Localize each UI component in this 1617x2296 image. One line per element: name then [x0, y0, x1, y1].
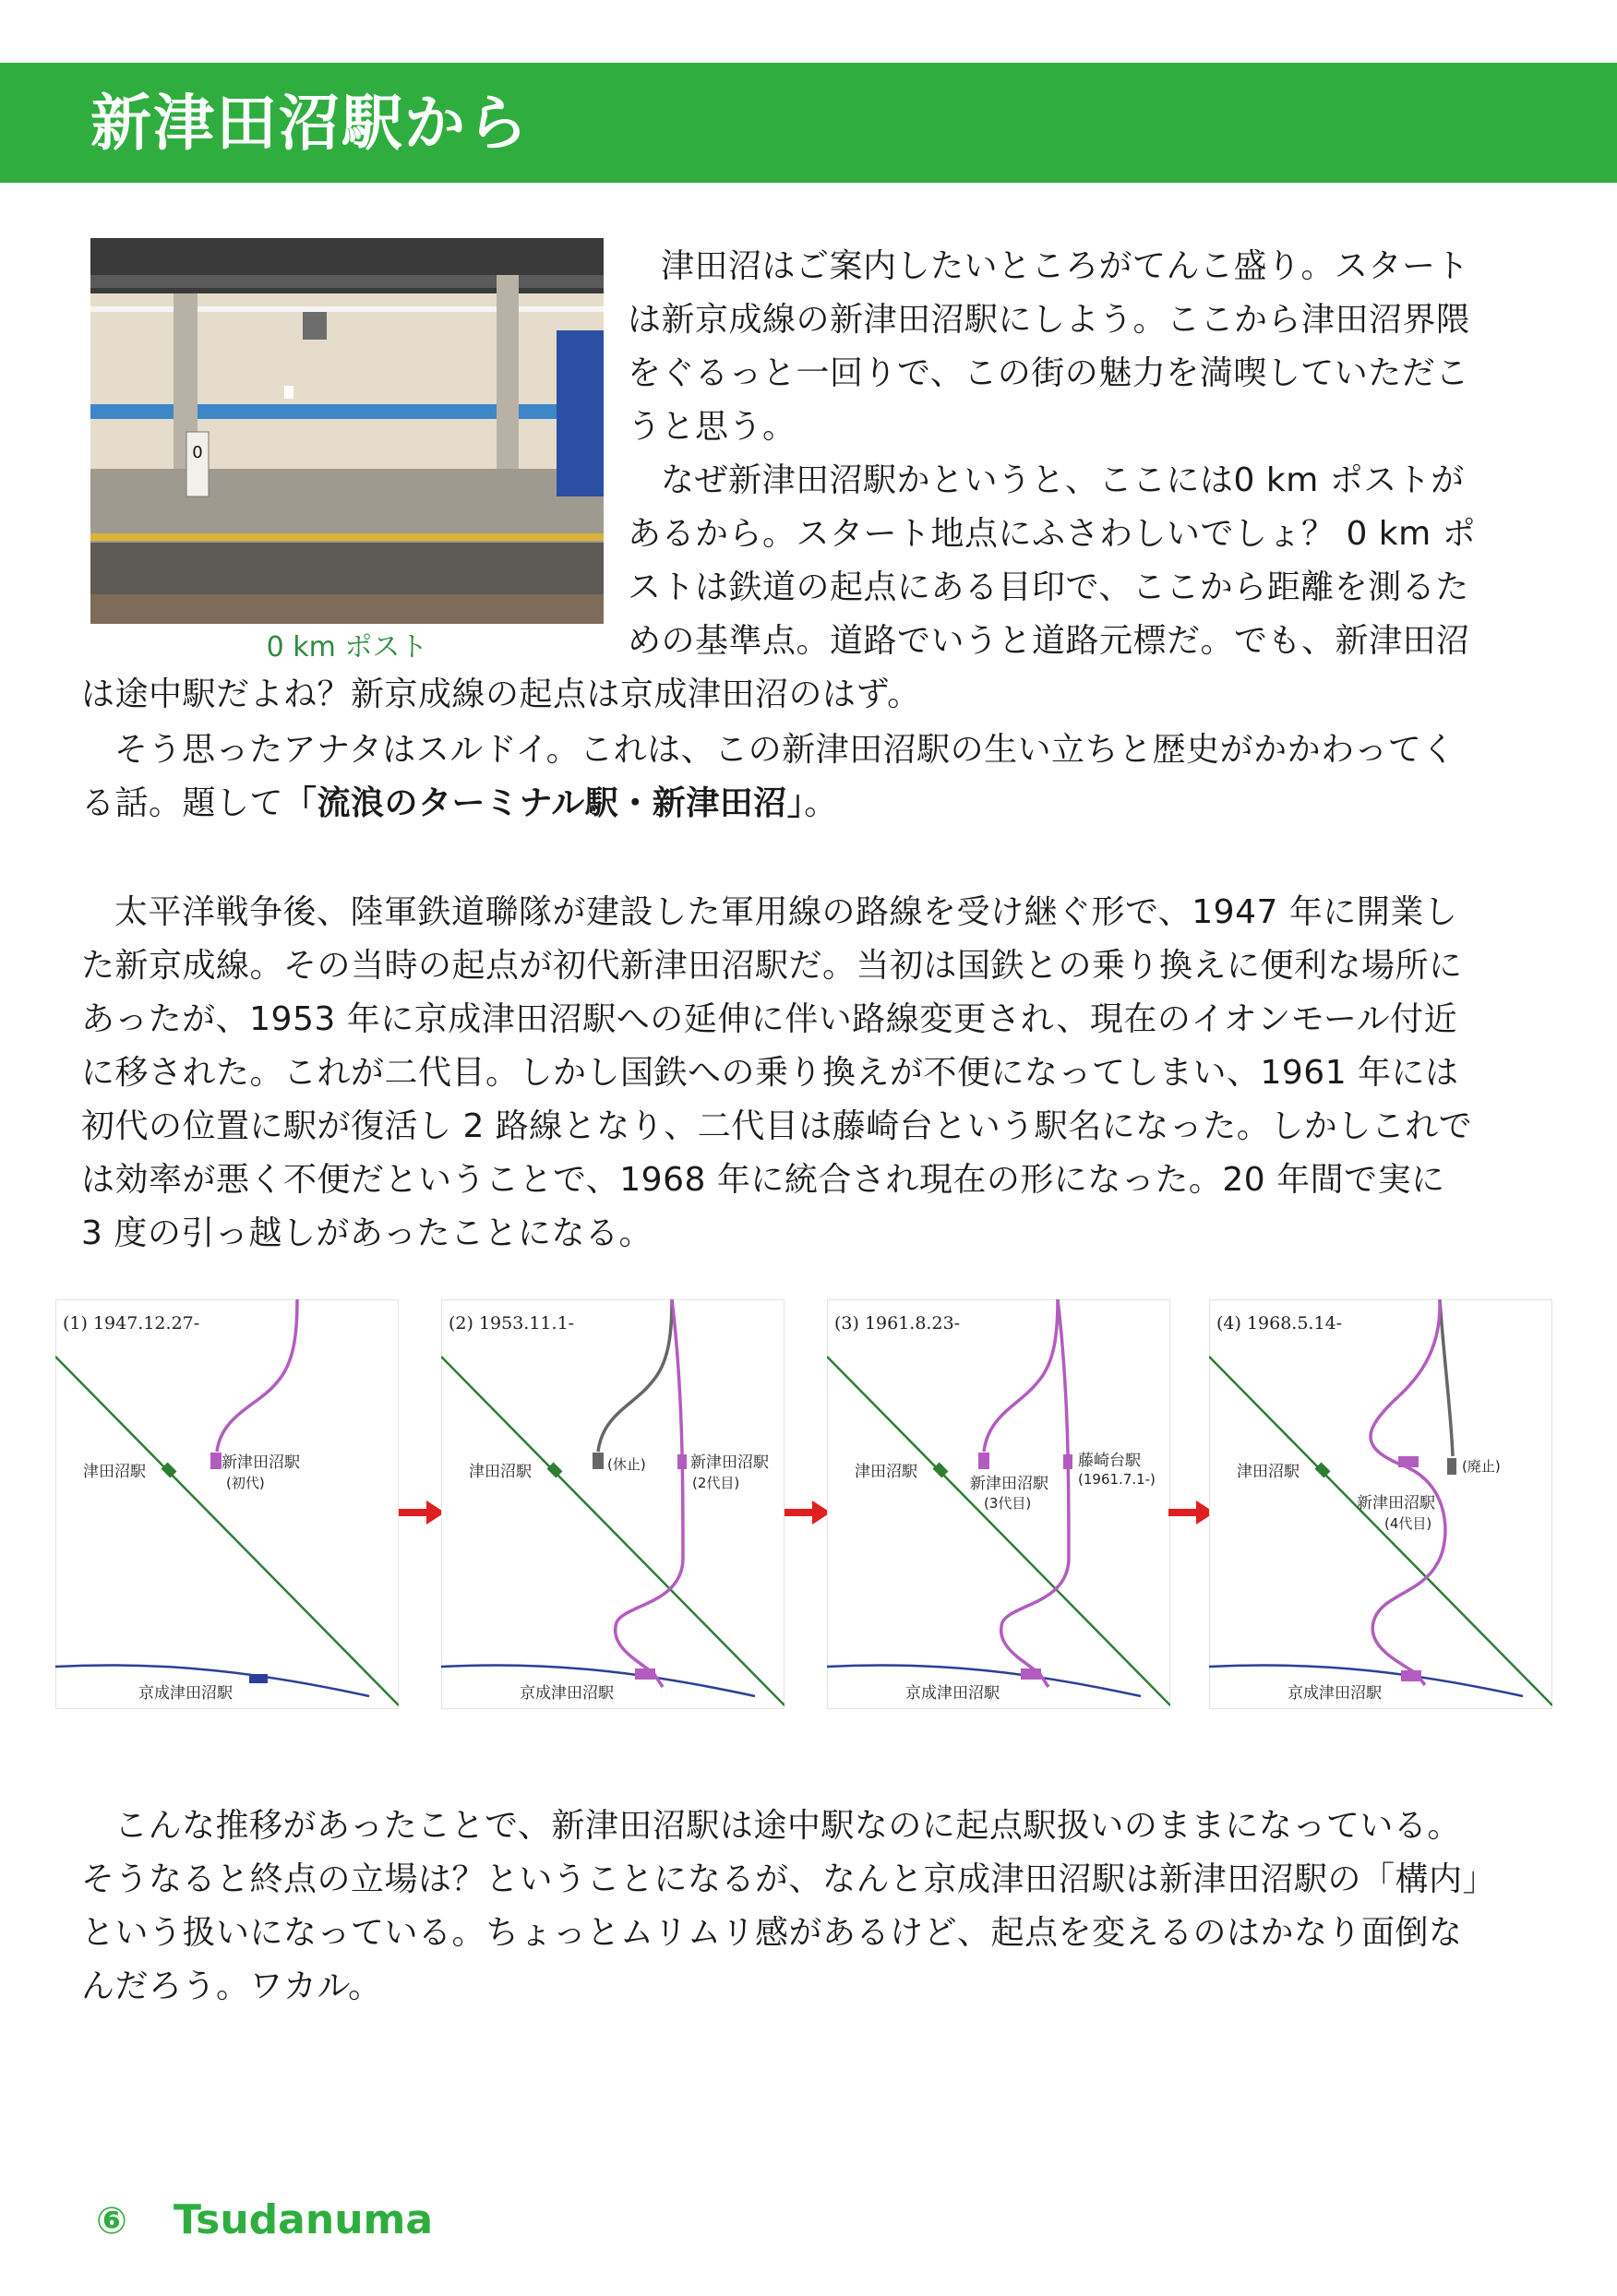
route-diagram-1961	[827, 1299, 1170, 1709]
station-sub-label: (初代)	[226, 1475, 265, 1491]
text-line: なぜ新津田沼駅かというと、ここには0 km ポストが	[661, 461, 1465, 499]
keisei-label: 京成津田沼駅	[905, 1684, 1000, 1703]
text-line: そう思ったアナタはスルドイ。これは、この新津田沼駅の生い立ちと歴史がかかわってく	[114, 731, 1455, 769]
text-segment: る話。題して	[81, 784, 284, 822]
arrow-right-icon	[785, 1499, 831, 1526]
text-line: めの基準点。道路でいうと道路元標だ。でも、新津田沼	[628, 622, 1470, 660]
paragraph-history	[81, 886, 1539, 1261]
paragraph-question	[81, 723, 1539, 831]
route-diagram-1968	[1209, 1299, 1552, 1709]
diagram-title: (4) 1968.5.14-	[1216, 1313, 1343, 1333]
route-diagram-1953	[441, 1299, 785, 1709]
keisei-label: 京成津田沼駅	[520, 1684, 614, 1703]
zero-post-mark: 0	[192, 443, 203, 462]
paragraph-zero-post-tail: は途中駅だよね？新京成線の起点は京成津田沼のはず。	[81, 676, 921, 713]
text-line: 津田沼はご案内したいところがてんこ盛り。スタート	[661, 247, 1470, 285]
diagram-title: (2) 1953.11.1-	[449, 1313, 575, 1333]
text-line: ストは鉄道の起点にある目印で、ここから距離を測るた	[628, 568, 1469, 606]
paragraph-zero-post	[628, 454, 1532, 668]
keisei-label: 京成津田沼駅	[138, 1684, 233, 1703]
text-line	[81, 777, 1539, 831]
text-line: という扱いになっている。ちょっとムリムリ感があるけど、起点を変えるのはかなり面倒な	[81, 1914, 1463, 1952]
photo-caption: 0 km ポスト	[266, 631, 428, 664]
diagram-title: (1) 1947.12.27-	[63, 1313, 200, 1333]
text-line: た新京成線。その当時の起点が初代新津田沼駅だ。当初は国鉄との乗り換えに便利な場所に	[81, 947, 1463, 985]
shin-tsudanuma-station-marker	[978, 1453, 989, 1469]
text-line: そうなると終点の立場は？ということになるが、なんと京成津田沼駅は新津田沼駅の「構内」	[81, 1860, 1497, 1898]
text-line: 3 度の引っ越しがあったことになる。	[81, 1214, 653, 1252]
arrow-right-icon	[1168, 1499, 1215, 1526]
diagram-title: (3) 1961.8.23-	[834, 1313, 961, 1333]
station-sub-label: (3代目)	[984, 1495, 1032, 1512]
tsudanuma-label: 津田沼駅	[855, 1463, 917, 1481]
page-title: 新津田沼駅から	[90, 88, 530, 159]
text-line: あったが、1953 年に京成津田沼駅への延伸に伴い路線変更され、現在のイオンモール付近	[81, 1000, 1458, 1038]
fujisakidai-date: (1961.7.1-)	[1078, 1471, 1156, 1488]
station-label: 新津田沼駅	[1357, 1494, 1435, 1513]
text-line: あるから。スタート地点にふさわしいでしょ？ 0 km ポ	[628, 515, 1477, 553]
arrow-right-icon	[399, 1499, 445, 1526]
text-segment: 。	[804, 784, 838, 822]
emphasis-title: 「流浪のターミナル駅・新津田沼」	[283, 784, 805, 822]
tsudanuma-label: 津田沼駅	[83, 1463, 146, 1481]
station-label: 新津田沼駅	[690, 1453, 769, 1472]
paragraph-conclusion	[81, 1800, 1539, 2014]
text-line: をぐるっと一回りで、この街の魅力を満喫していただこ	[628, 354, 1469, 392]
tsudanuma-label: 津田沼駅	[469, 1463, 532, 1481]
paragraph-intro	[628, 240, 1532, 454]
keisei-junction-marker	[1401, 1670, 1421, 1681]
route-diagram-1947	[55, 1299, 399, 1709]
tsudanuma-label: 津田沼駅	[1237, 1463, 1300, 1481]
fujisakidai-label: 藤崎台駅	[1078, 1452, 1141, 1470]
text-line: んだろう。ワカル。	[81, 1967, 382, 2005]
shin-tsudanuma-station-marker	[210, 1453, 222, 1469]
platform-photo-illustration	[90, 238, 604, 624]
fujisakidai-station-marker	[1063, 1454, 1072, 1469]
text-line: 太平洋戦争後、陸軍鉄道聯隊が建設した軍用線の路線を受け継ぐ形で、1947 年に開業し	[114, 893, 1458, 931]
suspended-label: (休止)	[607, 1456, 646, 1473]
station-sub-label: (4代目)	[1384, 1515, 1432, 1532]
keisei-label: 京成津田沼駅	[1288, 1684, 1382, 1703]
shin-tsudanuma-station-marker	[1398, 1456, 1419, 1467]
footer-title: Tsudanuma	[174, 2196, 434, 2243]
text-line: 初代の位置に駅が復活し 2 路線となり、二代目は藤崎台という駅名になった。しかしこれで	[81, 1107, 1473, 1145]
text-line: に移された。これが二代目。しかし国鉄への乗り換えが不便になってしまい、1961 年には	[81, 1054, 1459, 1092]
abolished-label: (廃止)	[1462, 1458, 1501, 1475]
keisei-junction-marker	[1021, 1668, 1041, 1680]
keisei-station-marker	[249, 1674, 268, 1683]
text-line: こんな推移があったことで、新津田沼駅は途中駅なのに起点駅扱いのままになっている。	[114, 1807, 1461, 1845]
text-line: うと思う。	[628, 408, 797, 446]
station-label: 新津田沼駅	[970, 1475, 1048, 1493]
platform-photo	[90, 238, 604, 624]
station-label: 新津田沼駅	[222, 1453, 300, 1472]
suspended-station-marker	[593, 1453, 604, 1469]
text-line: は効率が悪く不便だということで、1968 年に統合され現在の形になった。20 年間で実に	[81, 1161, 1445, 1199]
text-line: は新京成線の新津田沼駅にしよう。ここから津田沼界隈	[628, 301, 1470, 339]
station-sub-label: (2代目)	[692, 1475, 740, 1491]
abolished-station-marker	[1447, 1458, 1456, 1475]
page-number: ⑥	[96, 2200, 127, 2242]
shin-tsudanuma-station-marker	[677, 1454, 687, 1469]
keisei-junction-marker	[635, 1668, 655, 1680]
